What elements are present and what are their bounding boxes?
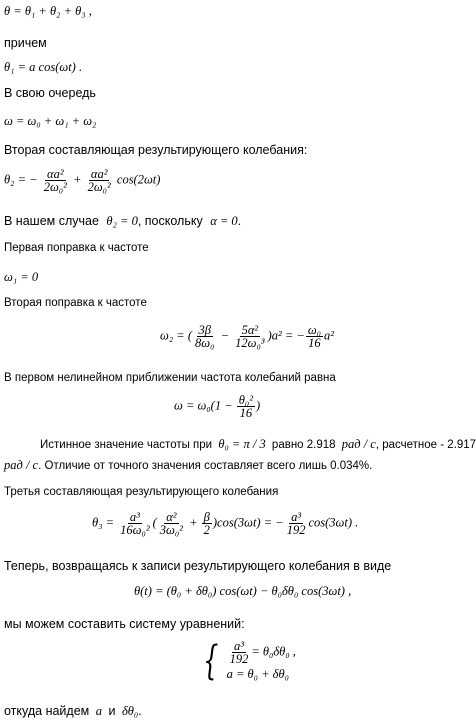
- eq-theta2-plus: +: [73, 172, 82, 187]
- text-true-b: θ₀ = π / 3: [218, 437, 266, 451]
- eq-omega-approx-lhs: ω = ω₀(1 −: [174, 398, 233, 413]
- eq-omega2-lhs: ω₂ = (: [160, 328, 193, 343]
- eq-theta3-mid: )cos(3ωt) = −: [212, 515, 284, 530]
- text-now-returning: Теперь, возвращаясь к записи результирующего колебания в виде: [4, 559, 392, 573]
- text-true-value-line1: [40, 437, 476, 452]
- text-v-svoyu-ochered: В свою очередь: [4, 86, 96, 100]
- eq-theta3-fraction-3: [202, 511, 212, 536]
- text-from-where-find: [4, 704, 142, 719]
- eq-omega-approx-fraction: [237, 394, 255, 419]
- eq-omega-approx-den: 16: [239, 406, 253, 420]
- text-in-our-case-c: , поскольку: [137, 214, 203, 228]
- eq-theta2-fraction-2: [86, 168, 113, 193]
- text-system-of-equations: мы можем составить систему уравнений:: [4, 617, 245, 631]
- eq-omega2-f1-den: 8ω₀: [195, 336, 215, 350]
- system-line-1-tail: = θ₀δθ₀ ,: [251, 644, 296, 659]
- text-second-component: Вторая составляющая результирующего колебания:: [4, 143, 308, 157]
- equation-theta3: [92, 511, 358, 536]
- system-lines: [227, 640, 296, 682]
- text-true-c: равно 2.918: [271, 439, 336, 451]
- eq-theta3-fraction-1: [118, 511, 151, 536]
- eq-theta3-fraction-2: [158, 511, 185, 536]
- eq-theta2-f1-den: 2ω₀²: [43, 180, 67, 194]
- eq-theta3-paren: (: [152, 515, 157, 530]
- eq-omega2-mid: )a² = −: [267, 328, 305, 343]
- eq-omega2-f1-num: 3β: [198, 323, 211, 337]
- equation-omega-approx: [174, 394, 260, 419]
- eq-omega2-fraction-3: [306, 324, 323, 349]
- eq-theta3-f4-den: 192: [286, 523, 306, 537]
- equation-theta2: [4, 168, 160, 193]
- equation-system: [198, 640, 296, 682]
- system-f-den: 192: [229, 652, 249, 666]
- text-find-d: δθ₀: [121, 704, 139, 718]
- text-in-our-case: [4, 214, 241, 229]
- text-first-correction: Первая поправка к частоте: [4, 242, 149, 254]
- equation-theta1: θ₁ = a cos(ωt) .: [4, 60, 83, 74]
- text-true2-a: рад / с: [4, 458, 39, 472]
- text-true-e: , расчетное - 2.917: [375, 439, 476, 451]
- text-in-our-case-b: θ₂ = 0: [106, 214, 138, 228]
- eq-theta2-fraction-1: [42, 168, 69, 193]
- eq-theta2-f2-num: αa²: [90, 167, 108, 181]
- text-true-value-line2: [4, 458, 372, 473]
- text-in-our-case-a: В нашем случае: [4, 214, 99, 228]
- eq-theta3-plus: +: [189, 515, 198, 530]
- text-find-c: и: [108, 704, 116, 718]
- text-find-a: откуда найдем: [4, 704, 90, 718]
- eq-theta2-f2-den: 2ω₀²: [87, 180, 111, 194]
- text-prichem: причем: [4, 36, 47, 50]
- eq-omega-approx-tail: ): [256, 398, 261, 413]
- eq-omega2-fraction-1: [193, 324, 216, 349]
- eq-omega2-tail: a²: [324, 328, 335, 343]
- system-f-num: a³: [233, 639, 244, 653]
- eq-theta3-fraction-4: [285, 511, 308, 536]
- system-line-1: [227, 640, 296, 665]
- text-find-e: .: [138, 704, 142, 718]
- eq-omega-approx-num: θ₀²: [238, 393, 254, 407]
- text-true2-b: . Отличие от точного значения составляет всего лишь 0.034%.: [38, 460, 373, 472]
- eq-theta2-f1-num: αa²: [47, 167, 64, 181]
- text-find-b: a: [95, 704, 102, 718]
- text-in-our-case-e: .: [237, 214, 242, 228]
- text-true-a: Истинное значение частоты при: [40, 439, 213, 451]
- eq-omega2-f3-num: ω₀: [307, 323, 322, 337]
- equation-theta-of-t: θ(t) = (θ₀ + δθ₀) cos(ωt) − θ₀δθ₀ cos(3ωt) ,: [134, 584, 352, 598]
- text-third-component: Третья составляющая результирующего колебания: [4, 486, 279, 498]
- eq-omega2-f2-den: 12ω₀³: [235, 336, 265, 350]
- eq-omega2-f2-num: 5α²: [241, 323, 259, 337]
- eq-theta2-tail: cos(2ωt): [116, 172, 161, 187]
- eq-theta3-f3-den: 2: [203, 523, 210, 537]
- eq-omega2-fraction-2: [233, 324, 266, 349]
- text-in-our-case-d: α = 0: [210, 214, 238, 228]
- equation-omega1: ω₁ = 0: [4, 270, 39, 284]
- text-true-d: рад / с: [341, 437, 376, 451]
- eq-theta3-f1-den: 16ω₀²: [120, 523, 150, 537]
- eq-theta2-lhs: θ₂ = −: [4, 172, 38, 187]
- text-second-correction: Вторая поправка к частоте: [4, 297, 147, 309]
- system-brace: {: [203, 638, 219, 684]
- eq-omega2-minus: −: [220, 328, 230, 343]
- eq-theta3-f2-num: α²: [166, 510, 177, 524]
- eq-theta3-f1-num: a³: [129, 510, 140, 524]
- equation-omega2: [160, 324, 334, 349]
- eq-theta3-lhs: θ₃ =: [92, 515, 115, 530]
- text-first-nonlinear: В первом нелинейном приближении частота колебаний равна: [4, 372, 336, 384]
- equation-theta-sum: θ = θ₁ + θ₂ + θ₃ ,: [4, 4, 92, 18]
- system-fraction: [228, 640, 251, 665]
- eq-theta3-tail: cos(3ωt) .: [308, 515, 359, 530]
- eq-theta3-f3-num: β: [203, 510, 210, 524]
- eq-theta3-f4-num: a³: [291, 510, 302, 524]
- eq-theta3-f2-den: 3ω₀²: [159, 523, 183, 537]
- system-line-2: a = θ₀ + δθ₀: [226, 667, 289, 681]
- equation-omega-sum: ω = ω₀ + ω₁ + ω₂: [4, 114, 97, 128]
- eq-omega2-f3-den: 16: [308, 336, 321, 350]
